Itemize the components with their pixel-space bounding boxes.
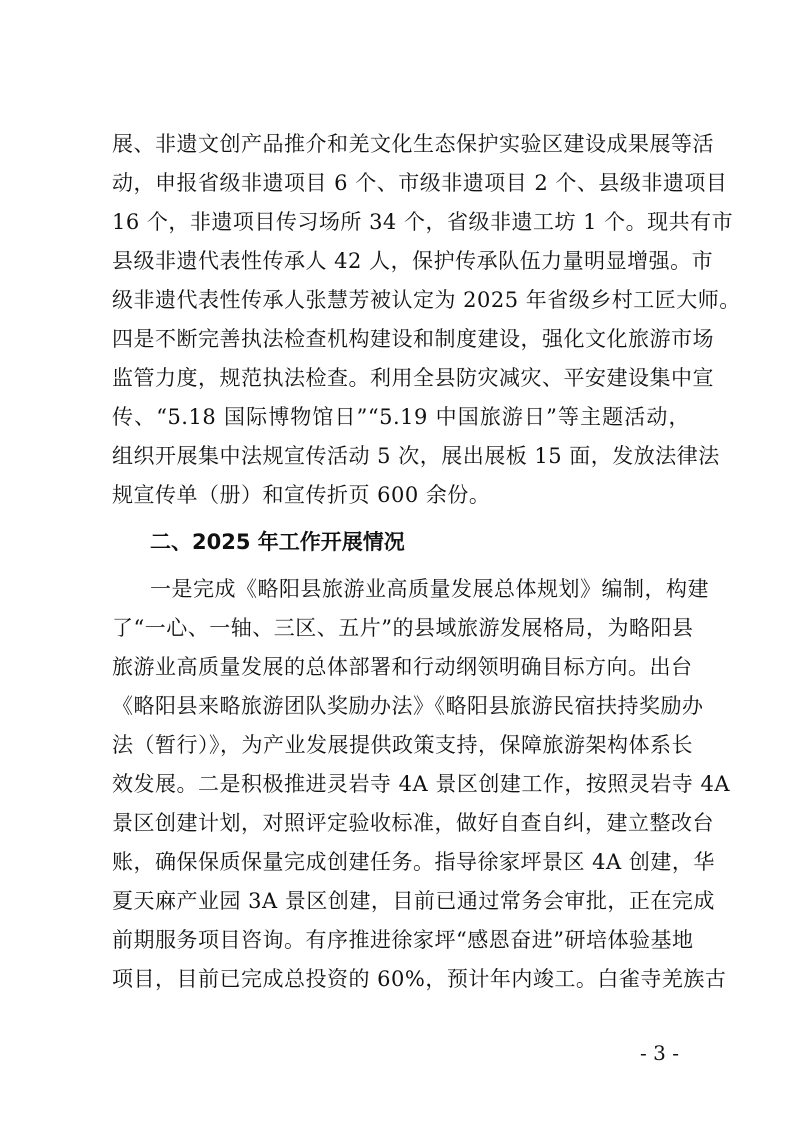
page-number: - 3 -	[640, 1041, 679, 1065]
paragraph-2-line: 夏天麻产业园 3A 景区创建，目前已通过常务会审批，正在完成	[112, 889, 715, 913]
paragraph-2-line: 法（暂行）》，为产业发展提供政策支持，保障旅游架构体系长	[112, 733, 693, 757]
section-heading: 二、2025 年工作开展情况	[150, 530, 405, 554]
paragraph-2-line: 景区创建计划，对照评定验收标准，做好自查自纠，建立整改台	[112, 811, 714, 835]
paragraph-2-line: 前期服务项目咨询。有序推进徐家坪“感恩奋进”研培体验基地	[112, 928, 694, 952]
paragraph-2-line: 了“一心、一轴、三区、五片”的县域旅游发展格局，为略阳县	[112, 616, 694, 640]
paragraph-1-line: 动，申报省级非遗项目 6 个、市级非遗项目 2 个、县级非遗项目	[112, 171, 728, 195]
paragraph-2-line: 账，确保保质保量完成创建任务。指导徐家坪景区 4A 创建，华	[112, 850, 715, 874]
paragraph-1-line: 县级非遗代表性传承人 42 人，保护传承队伍力量明显增强。市	[112, 249, 714, 273]
paragraph-2-line: 旅游业高质量发展的总体部署和行动纲领明确目标方向。出台	[112, 655, 693, 679]
paragraph-2-line: 效发展。二是积极推进灵岩寺 4A 景区创建工作，按照灵岩寺 4A	[112, 772, 731, 796]
paragraph-1-line: 16 个，非遗项目传习场所 34 个，省级非遗工坊 1 个。现共有市	[112, 210, 734, 234]
paragraph-2-line: 一是完成《略阳县旅游业高质量发展总体规划》编制，构建	[150, 577, 709, 601]
paragraph-2-line: 项目，目前已完成总投资的 60%，预计年内竣工。白雀寺羌族古	[112, 967, 727, 991]
paragraph-1-line: 展、非遗文创产品推介和羌文化生态保护实验区建设成果展等活	[112, 132, 714, 156]
paragraph-1-line: 级非遗代表性传承人张慧芳被认定为 2025 年省级乡村工匠大师。	[112, 288, 741, 312]
paragraph-1-line: 规宣传单（册）和宣传折页 600 余份。	[112, 483, 491, 507]
paragraph-2-line: 《略阳县来略旅游团队奖励办法》《略阳县旅游民宿扶持奖励办	[112, 694, 704, 718]
paragraph-1-line: 四是不断完善执法检查机构建设和制度建设，强化文化旅游市场	[112, 327, 714, 351]
paragraph-1-line: 监管力度，规范执法检查。利用全县防灾减灾、平安建设集中宣	[112, 366, 714, 390]
paragraph-1-line: 组织开展集中法规宣传活动 5 次，展出展板 15 面，发放法律法	[112, 444, 720, 468]
paragraph-1-line: 传、“5.18 国际博物馆日”“5.19 中国旅游日”等主题活动，	[112, 405, 690, 429]
